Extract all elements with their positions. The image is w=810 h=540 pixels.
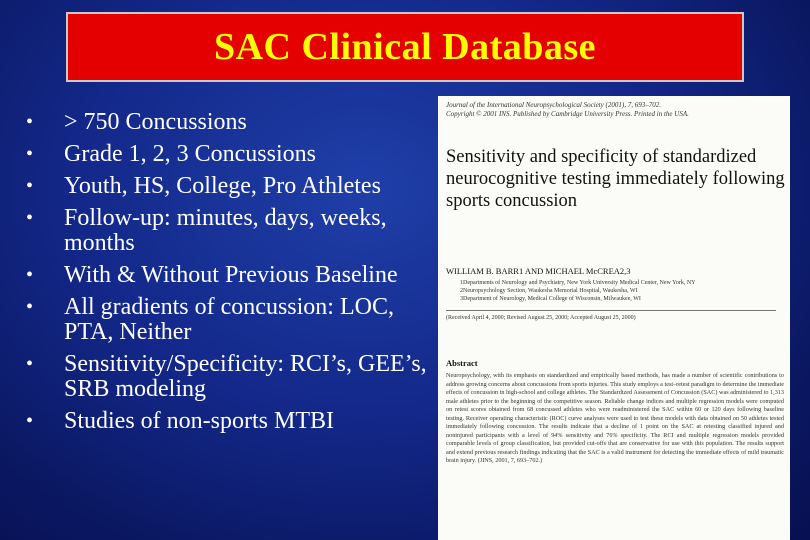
bullet-item: • Sensitivity/Specificity: RCI’s, GEE’s, SRB modeling (26, 351, 427, 402)
bullet-icon: • (26, 207, 34, 229)
paper-authors: WILLIAM B. BARR1 AND MICHAEL McCREA2,3 (446, 266, 631, 276)
copyright-line: Copyright © 2001 INS. Published by Cambridge University Press. Printed in the USA. (446, 110, 689, 118)
paper-received: (Received April 4, 2000; Revised August 25, 2000; Accepted August 25, 2000) (446, 315, 636, 321)
bullet-icon: • (26, 353, 34, 375)
affiliation-line: 2Neuropsychology Section, Waukesha Memorial Hospital, Waukesha, WI (460, 288, 638, 294)
bullet-item: • Studies of non-sports MTBI (26, 408, 334, 434)
paper-title: Sensitivity and specificity of standardized neurocognitive testing immediately following sports concussion (446, 147, 785, 211)
abstract-text: Neuropsychology, with its emphasis on standardized and empirically based methods, has made a number of scientific contributions to address growing concerns about concussions from sports injuries. This study employs a test–retest paradigm to determine the immediate effects of concussion in high-school and college athletes. The Standardized Assessment of Concussion (SAC) was administered to 1,313 male athletes prior to the beginning of the competitive season. Reliable change indices and multiple regression models were computed on retest scores obtained from 68 concussed athletes who were readministered the SAC within 60 or 120 days following baseline testing. Receiver operating characteristic (ROC) curve analyses were used to test these models with data obtained on 50 athletes tested immediately following concussion. The results indicate that a decline of 1 point on the SAC at retesting classified injured and noninjured participants with a level of 94% sensitivity and 76% specificity. The RCI and multiple regression models provided comparable levels of group classification, but provided cut-offs that are conservative for use with this population. The results support and extend previous research findings indicating that the SAC is a valid instrument for detecting the immediate effects of mild traumatic brain injury. (JINS, 2001, 7, 693–702.) (446, 372, 784, 464)
bullet-icon: • (26, 410, 34, 432)
bullet-item: • Youth, HS, College, Pro Athletes (26, 173, 381, 199)
journal-line: Journal of the International Neuropsychological Society (2001), 7, 693–702. (446, 101, 661, 109)
paper-image (438, 96, 790, 540)
slide-title-box (66, 12, 744, 82)
bullet-icon: • (26, 296, 34, 318)
divider (446, 310, 776, 311)
bullet-icon: • (26, 111, 34, 133)
bullet-list (20, 110, 440, 441)
slide-title: SAC Clinical Database (213, 26, 597, 68)
bullet-item: • With & Without Previous Baseline (26, 262, 398, 288)
bullet-item: • All gradients of concussion: LOC, PTA, Neither (26, 294, 394, 345)
bullet-item: • Grade 1, 2, 3 Concussions (26, 141, 316, 167)
bullet-item: • > 750 Concussions (26, 109, 247, 135)
abstract-heading: Abstract (446, 358, 478, 368)
bullet-icon: • (26, 264, 34, 286)
paper-affiliations (460, 279, 780, 303)
paper-header (446, 101, 776, 119)
affiliation-line: 3Department of Neurology, Medical College of Wisconsin, Milwaukee, WI (460, 296, 641, 302)
bullet-item: • Follow-up: minutes, days, weeks, months (26, 205, 387, 256)
bullet-icon: • (26, 143, 34, 165)
affiliation-line: 1Departments of Neurology and Psychiatry, New York University Medical Center, New York, NY (460, 280, 696, 286)
bullet-icon: • (26, 175, 34, 197)
